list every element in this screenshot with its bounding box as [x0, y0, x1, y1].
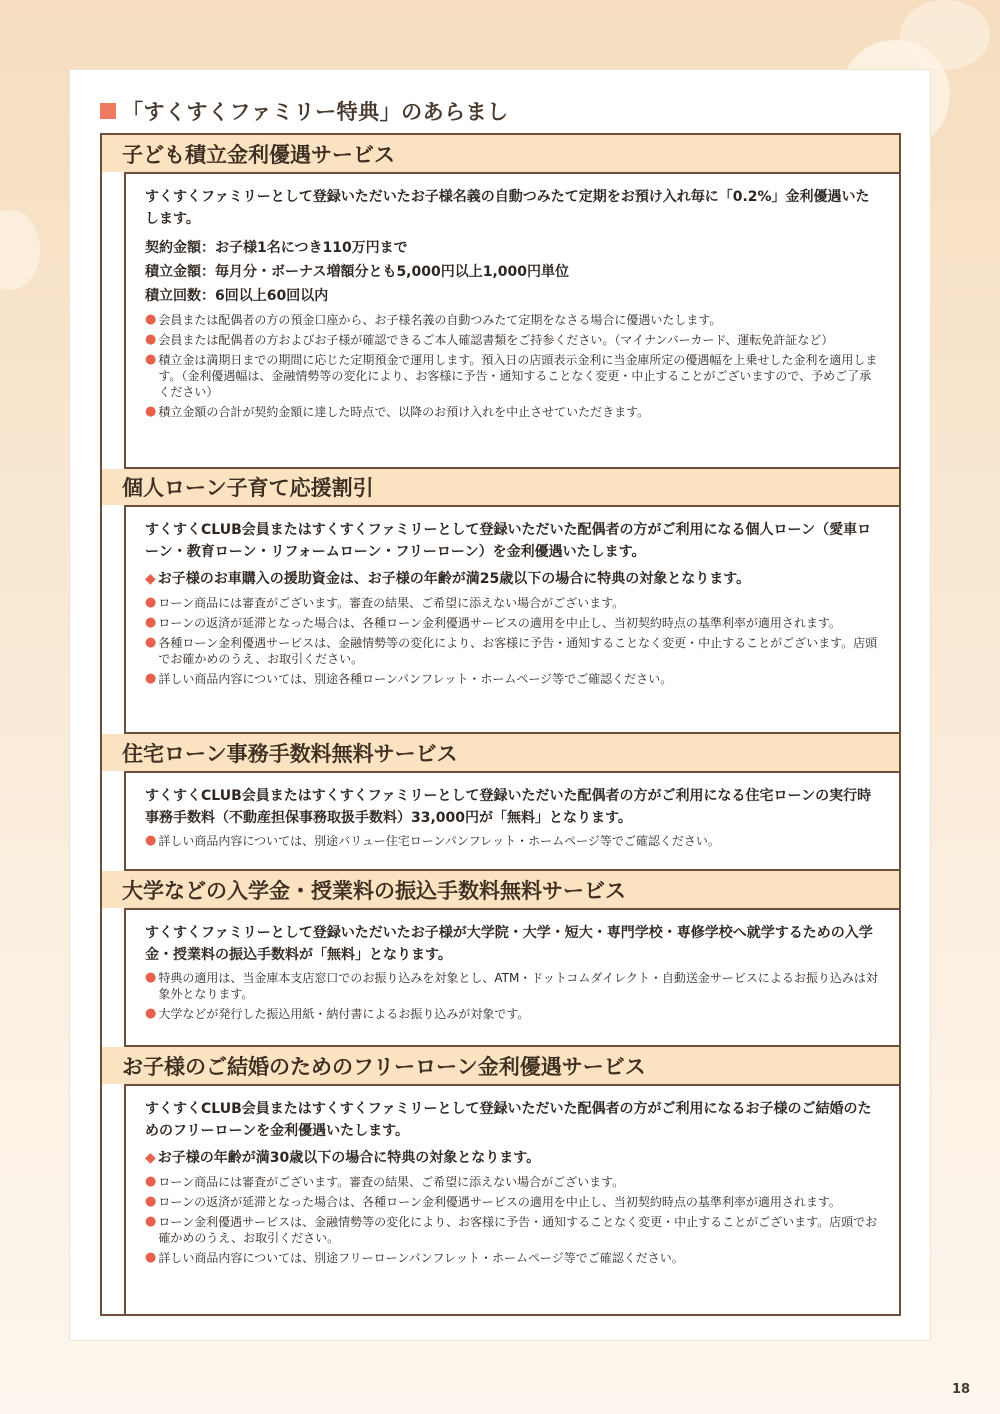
note-item: ● 詳しい商品内容については、別途バリュー住宅ローンパンフレット・ホームページ等でご確認ください。: [145, 833, 720, 848]
detail-line: 積立金額：毎月分・ボーナス増額分とも5,000円以上1,000円単位: [145, 264, 570, 280]
note-item: ● 詳しい商品内容については、別途各種ローンパンフレット・ホームページ等でご確認ください。: [145, 671, 673, 686]
section-title: 子ども積立金利優遇サービス: [122, 142, 395, 167]
section-body-housing-loan: [124, 771, 899, 871]
note-item: ● ローンの返済が延滞となった場合は、各種ローン金利優遇サービスの適用を中止し、当初契約時点の基準利率が適用されます。: [145, 1194, 841, 1209]
bullet-dot-icon: ●: [145, 1250, 157, 1265]
bullet-dot-icon: ●: [145, 312, 157, 327]
section-title-personal-loan: [102, 469, 899, 505]
bullet-dot-icon: ●: [145, 1174, 157, 1189]
section-lead: すくすくCLUB会員またはすくすくファミリーとして登録いただいた配偶者の方がご利用になる住宅ローンの実行時事務手数料（不動産担保事務取扱手数料）33,000円が「無料」となります。: [145, 788, 872, 826]
note-item: ● 大学などが発行した振込用紙・納付書によるお振り込みが対象です。: [145, 1006, 530, 1021]
section-lead: すくすくファミリーとして登録いただいたお子様が大学院・大学・短大・専門学校・専修学校へ就学するための入学金・授業料の振込手数料が「無料」となります。: [145, 925, 873, 963]
section-title-child-savings: [102, 135, 899, 172]
note-item: ● ローン商品には審査がございます。審査の結果、ご希望に添えない場合がございます。: [145, 1174, 625, 1189]
section-lead: すくすくファミリーとして登録いただいたお子様名義の自動つみたて定期をお預け入れ毎に「0.2%」金利優遇いたします。: [145, 189, 870, 227]
benefits-box: [100, 133, 901, 1316]
bullet-dot-icon: ●: [145, 833, 157, 848]
note-item: ● 特典の適用は、当金庫本支店窓口でのお振り込みを対象とし、ATM・ドットコムダイレクト・自動送金サービスによるお振り込みは対象外となります。: [145, 970, 878, 1001]
highlight-line: ◆ お子様のお車購入の援助資金は、お子様の年齢が満25歳以下の場合に特典の対象となります。: [145, 567, 881, 591]
note-item: ● ローン金利優遇サービスは、金融情勢等の変化により、お客様に予告・通知することなく変更・中止することがございます。店頭でお確かめのうえ、お取引ください。: [145, 1214, 878, 1245]
bullet-dot-icon: ●: [145, 615, 157, 630]
bullet-dot-icon: ●: [145, 352, 157, 367]
decorative-bubble: [900, 0, 990, 70]
section-lead: すくすくCLUB会員またはすくすくファミリーとして登録いただいた配偶者の方がご利用になるお子様のご結婚のためのフリーローンを金利優遇いたします。: [145, 1101, 872, 1139]
page-number: 18: [952, 1382, 971, 1397]
section-title: お子様のご結婚のためのフリーローン金利優遇サービス: [122, 1054, 646, 1079]
section-body-personal-loan: [124, 505, 899, 734]
bullet-dot-icon: ●: [145, 595, 157, 610]
section-title: 住宅ローン事務手数料無料サービス: [122, 741, 458, 766]
bullet-dot-icon: ●: [145, 1194, 157, 1209]
section-lead: すくすくCLUB会員またはすくすくファミリーとして登録いただいた配偶者の方がご利用になる個人ローン（愛車ローン・教育ローン・リフォームローン・フリーローン）を金利優遇いたします。: [145, 522, 872, 560]
page-title: 「すくすくファミリー特典」のあらまし: [122, 100, 509, 124]
bullet-dot-icon: ●: [145, 635, 157, 650]
bullet-dot-icon: ●: [145, 970, 157, 985]
bullet-dot-icon: ●: [145, 404, 157, 419]
diamond-icon: ◆: [145, 571, 156, 587]
detail-line: 契約金額：お子様1名につき110万円まで: [145, 240, 408, 256]
bullet-dot-icon: ●: [145, 332, 157, 347]
section-title-tuition-transfer: [102, 871, 899, 908]
note-item: ● 積立金は満期日までの期間に応じた定期預金で運用します。預入日の店頭表示金利に当金庫所定の優遇幅を上乗せした金利を適用します。（金利優遇幅は、金融情勢等の変化により、お客様に予告・通知することなく変更・中止することがございますので、予めご了承ください）: [145, 352, 878, 399]
note-item: ● ローン商品には審査がございます。審査の結果、ご希望に添えない場合がございます。: [145, 595, 625, 610]
highlight-line: ◆ お子様の年齢が満30歳以下の場合に特典の対象となります。: [145, 1146, 881, 1170]
note-item: ● 会員または配偶者の方およびお子様が確認できるご本人確認書類をご持参ください。（マイナンバーカード、運転免許証など）: [145, 332, 834, 347]
page-heading: [100, 96, 509, 126]
note-item: ● 各種ローン金利優遇サービスは、金融情勢等の変化により、お客様に予告・通知することなく変更・中止することがございます。店頭でお確かめのうえ、お取引ください。: [145, 635, 878, 666]
note-item: ● 会員または配偶者の方の預金口座から、お子様名義の自動つみたて定期をなさる場合に優遇いたします。: [145, 312, 722, 327]
diamond-icon: ◆: [145, 1150, 156, 1166]
section-title: 大学などの入学金・授業料の振込手数料無料サービス: [122, 878, 626, 903]
bullet-dot-icon: ●: [145, 1006, 157, 1021]
note-item: ● 積立金額の合計が契約金額に達した時点で、以降のお預け入れを中止させていただきます。: [145, 404, 650, 419]
square-bullet-icon: [100, 103, 116, 119]
section-title-wedding-loan: [102, 1047, 899, 1084]
section-title: 個人ローン子育て応援割引: [122, 476, 374, 500]
section-body-wedding-loan: [124, 1084, 899, 1314]
bullet-dot-icon: ●: [145, 671, 157, 686]
section-body-child-savings: [124, 172, 899, 469]
note-item: ● ローンの返済が延滞となった場合は、各種ローン金利優遇サービスの適用を中止し、当初契約時点の基準利率が適用されます。: [145, 615, 841, 630]
bullet-dot-icon: ●: [145, 1214, 157, 1229]
section-body-tuition-transfer: [124, 908, 899, 1047]
decorative-bubble: [0, 210, 40, 290]
section-title-housing-loan: [102, 734, 899, 771]
detail-line: 積立回数：6回以上60回以内: [145, 288, 329, 304]
note-item: ● 詳しい商品内容については、別途フリーローンパンフレット・ホームページ等でご確認ください。: [145, 1250, 684, 1265]
